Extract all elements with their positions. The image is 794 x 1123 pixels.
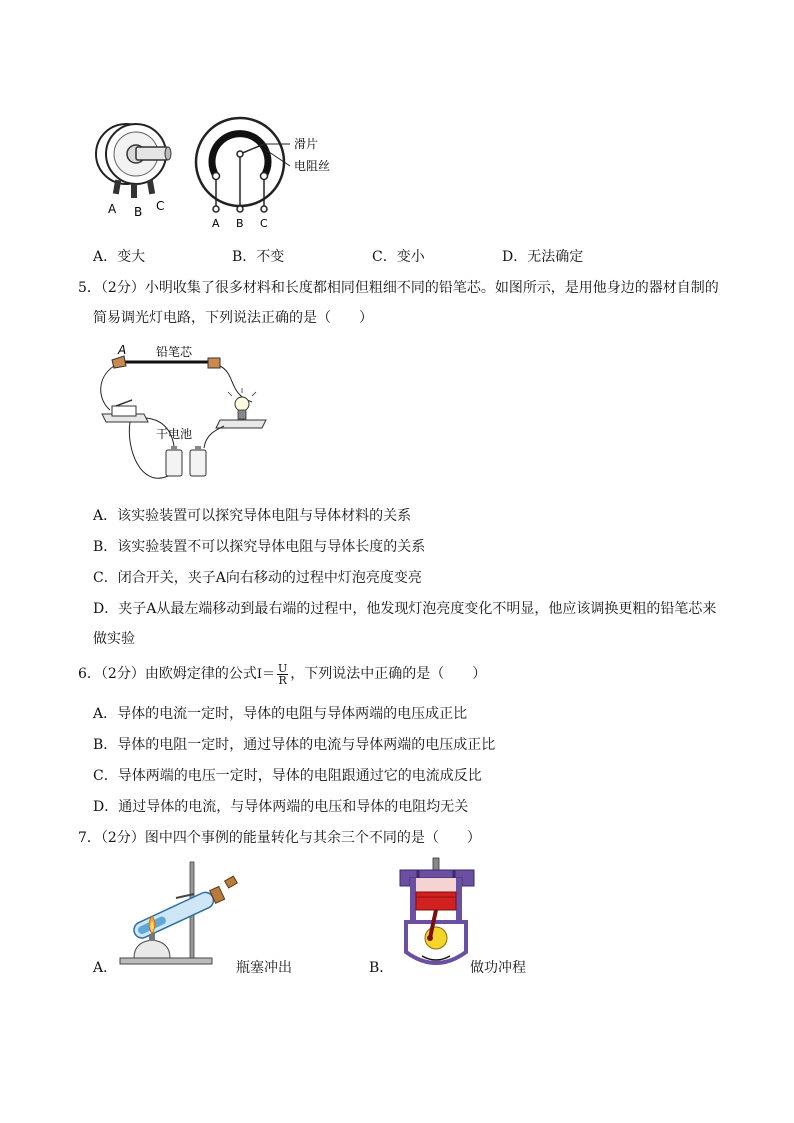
q7-option-b-letter[interactable]: B． <box>369 960 394 976</box>
q5-option-a[interactable]: A．该实验装置可以探究导体电阻与导体材料的关系 <box>93 508 412 524</box>
q6-stem-suffix: ，下列说法中正确的是（ ） <box>290 666 487 682</box>
q6-stem <box>78 662 486 687</box>
battery-label: 干电池 <box>156 427 193 441</box>
q7-option-b-caption: 做功冲程 <box>470 960 526 976</box>
dimmer-circuit-figure <box>96 338 282 494</box>
q4-option-a[interactable]: A．变大 <box>93 249 146 265</box>
ohm-formula-fraction <box>277 663 288 686</box>
test-tube-heating-figure <box>116 858 244 970</box>
q4-option-d[interactable]: D．无法确定 <box>502 249 584 265</box>
clip-label: A <box>118 343 127 357</box>
terminal-label-a: A <box>108 202 117 216</box>
terminal-label-c: C <box>260 217 268 230</box>
terminal-label-c: C <box>156 199 165 213</box>
ohm-formula-lhs: I＝ <box>256 667 275 682</box>
potentiometer-figure-left <box>92 118 178 224</box>
q5-stem-line1: 5．（2分）小明收集了很多材料和长度都相同但粗细不同的铅笔芯。如图所示，是用他身边的器材自制的 <box>78 280 719 296</box>
q7-stem: 7．（2分）图中四个事例的能量转化与其余三个不同的是（ ） <box>78 830 481 846</box>
q5-option-b[interactable]: B．该实验装置不可以探究导体电阻与导体长度的关系 <box>93 539 426 555</box>
terminal-label-b: B <box>236 217 244 230</box>
q6-option-b[interactable]: B．导体的电阻一定时，通过导体的电流与导体两端的电压成正比 <box>93 737 496 753</box>
q5-option-c[interactable]: C．闭合开关，夹子A向右移动的过程中灯泡亮度变亮 <box>93 570 422 586</box>
q4-option-b[interactable]: B．不变 <box>232 249 285 265</box>
q7-option-a-letter[interactable]: A． <box>93 960 118 976</box>
potentiometer-figure-right <box>194 108 364 234</box>
q6-option-d[interactable]: D．通过导体的电流，与导体两端的电压和导体的电阻均无关 <box>93 799 469 815</box>
wire-label: 电阻丝 <box>294 159 331 173</box>
q5-option-d[interactable]: D．夹子A从最左端移动到最右端的过程中，他发现灯泡亮度变化不明显，他应该调换更粗的铅笔芯来 <box>93 601 717 617</box>
q7-option-a-caption: 瓶塞冲出 <box>236 960 292 976</box>
slider-label: 滑片 <box>294 137 319 151</box>
q5-option-d-continued: 做实验 <box>93 631 135 647</box>
terminal-label-a: A <box>212 217 220 230</box>
q6-option-a[interactable]: A．导体的电流一定时，导体的电阻与导体两端的电压成正比 <box>93 706 468 722</box>
terminal-label-b: B <box>134 205 143 219</box>
pencil-lead-label: 铅笔芯 <box>156 345 193 359</box>
engine-power-stroke-figure <box>396 856 478 974</box>
formula-denominator: R <box>278 673 287 687</box>
q4-option-c[interactable]: C．变小 <box>372 249 425 265</box>
formula-numerator: U <box>277 661 288 675</box>
q5-stem-line2: 简易调光灯电路，下列说法正确的是（ ） <box>93 310 373 326</box>
q6-stem-prefix: 6．（2分）由欧姆定律的公式 <box>78 666 257 682</box>
q6-option-c[interactable]: C．导体两端的电压一定时，导体的电阻跟通过它的电流成反比 <box>93 768 482 784</box>
